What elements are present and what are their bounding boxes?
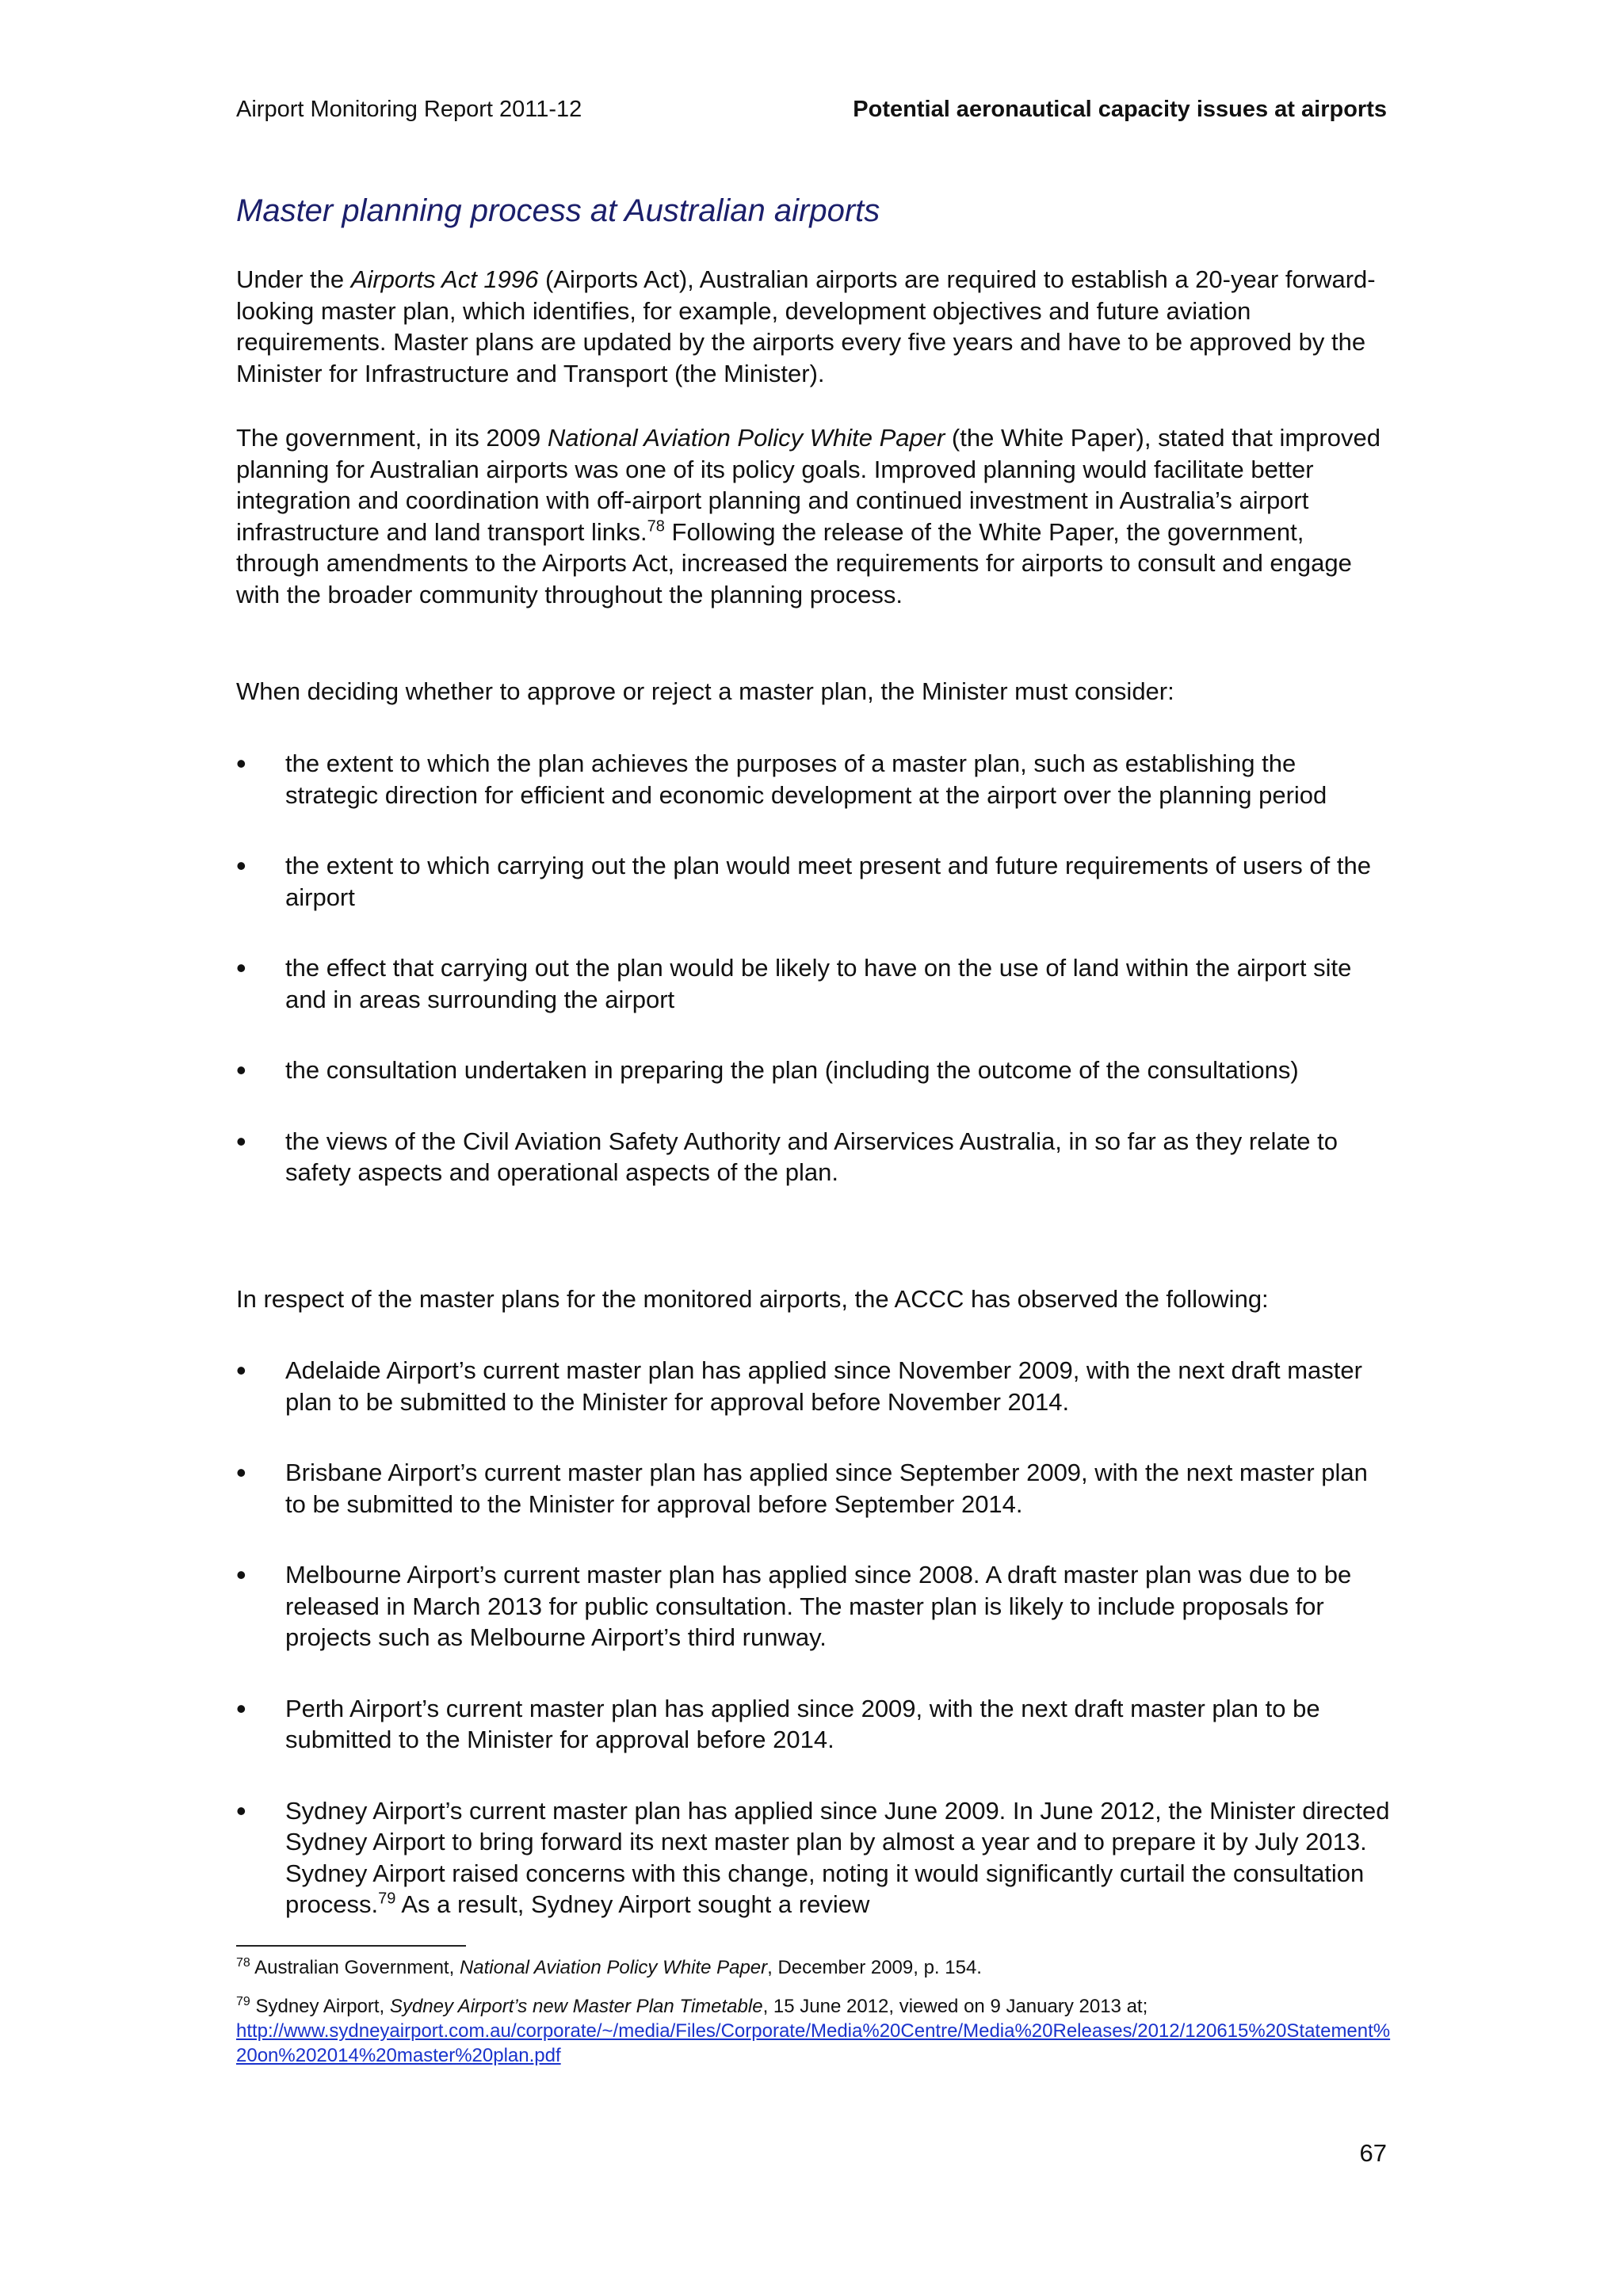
paragraph-minister-considerations: When deciding whether to approve or reject a master plan, the Minister must consider:	[236, 677, 1174, 705]
paragraph-accc-observations: In respect of the master plans for the monitored airports, the ACCC has observed the following:	[236, 1285, 1269, 1313]
footnote-text: Sydney Airport,	[250, 1996, 390, 2017]
list-item: • the extent to which carrying out the plan would meet present and future requirements of users of the airport	[236, 850, 1393, 913]
act-title: Airports Act 1996	[350, 265, 539, 293]
section-title: Master planning process at Australian airports	[236, 193, 880, 228]
footnote-title: National Aviation Policy White Paper	[459, 1957, 768, 1978]
footnotes	[236, 1955, 1393, 2082]
paragraph-text: (the White Paper), stated that improved planning for Australian airports was one of its policy goals. Improved planning would facilitate better integration and coordination with off-airport planning and continued investment in Australia’s airport infrastructure and land transport links.	[236, 424, 1381, 546]
paragraph-white-paper	[236, 422, 1393, 610]
list-item-sydney	[236, 1795, 1393, 1920]
considerations-list	[236, 748, 1393, 1228]
footnote-text: , December 2009, p. 154.	[767, 1957, 982, 1978]
list-item-text: As a result, Sydney Airport sought a review	[395, 1890, 870, 1918]
list-item: • the effect that carrying out the plan would be likely to have on the use of land within the airport site and in areas surrounding the airport	[236, 952, 1393, 1015]
list-item: • Melbourne Airport’s current master plan has applied since 2008. A draft master plan was due to be released in March 2013 for public consultation. The master plan is likely to include proposals for projects such as Melbourne Airport’s third runway.	[236, 1559, 1393, 1653]
running-header-section: Potential aeronautical capacity issues at airports	[853, 97, 1387, 122]
footnote-78	[236, 1955, 1393, 1980]
page-number: 67	[1359, 2139, 1387, 2167]
paragraph-text: Following the release of the White Paper, the government, through amendments to the Airports Act, increased the requirements for airports to consult and engage with the broader community throughout the planning process.	[236, 517, 1352, 608]
footnote-text: , 15 June 2012, viewed on 9 January 2013 at;	[762, 1996, 1148, 2017]
footnote-divider	[236, 1945, 466, 1947]
footnote-number: 78	[236, 1956, 250, 1970]
footnote-ref-78[interactable]: 78	[647, 517, 665, 536]
running-header-title: Airport Monitoring Report 2011-12	[236, 97, 582, 122]
list-item: • Perth Airport’s current master plan has applied since 2009, with the next draft master plan to be submitted to the Minister for approval before 2014.	[236, 1693, 1393, 1756]
footnote-number: 79	[236, 1995, 250, 2008]
paragraph-airports-act	[236, 264, 1393, 389]
footnote-link[interactable]: http://www.sydneyairport.com.au/corporate/~/media/Files/Corporate/Media%20Centre/Media%20Releases/2012/120615%20Statement%20on%202014%20master%20plan.pdf	[236, 2020, 1391, 2066]
footnote-title: Sydney Airport’s new Master Plan Timetable	[389, 1996, 763, 2017]
list-item: • the extent to which the plan achieves the purposes of a master plan, such as establishing the strategic direction for efficient and economic development at the airport over the planning period	[236, 748, 1393, 810]
list-item: • the consultation undertaken in preparing the plan (including the outcome of the consultations)	[236, 1055, 1393, 1086]
observations-list	[236, 1355, 1393, 1960]
list-item-text: Sydney Airport’s current master plan has applied since June 2009. In June 2012, the Minister directed Sydney Airport to bring forward its next master plan by almost a year and to prepare it by July 2013. Sydney Airport raised concerns with this change, noting it would significantly curtail the consultation process.	[285, 1796, 1390, 1918]
list-item: • the views of the Civil Aviation Safety Authority and Airservices Australia, in so far as they relate to safety aspects and operational aspects of the plan.	[236, 1126, 1393, 1188]
list-item: • Brisbane Airport’s current master plan has applied since September 2009, with the next master plan to be submitted to the Minister for approval before September 2014.	[236, 1457, 1393, 1520]
white-paper-title: National Aviation Policy White Paper	[547, 424, 945, 452]
paragraph-text: Under the	[236, 265, 351, 293]
footnote-79	[236, 1994, 1393, 2068]
footnote-text: Australian Government,	[250, 1957, 460, 1978]
footnote-ref-79[interactable]: 79	[378, 1890, 396, 1908]
paragraph-text: The government, in its 2009	[236, 424, 548, 452]
list-item: • Adelaide Airport’s current master plan has applied since November 2009, with the next draft master plan to be submitted to the Minister for approval before November 2014.	[236, 1355, 1393, 1417]
paragraph-text: (Airports Act), Australian airports are required to establish a 20-year forward-looking master plan, which identifies, for example, development objectives and future aviation requirements. Master plans are updated by the airports every five years and have to be approved by the Minister for Infrastructure and Transport (the Minister).	[236, 265, 1376, 387]
